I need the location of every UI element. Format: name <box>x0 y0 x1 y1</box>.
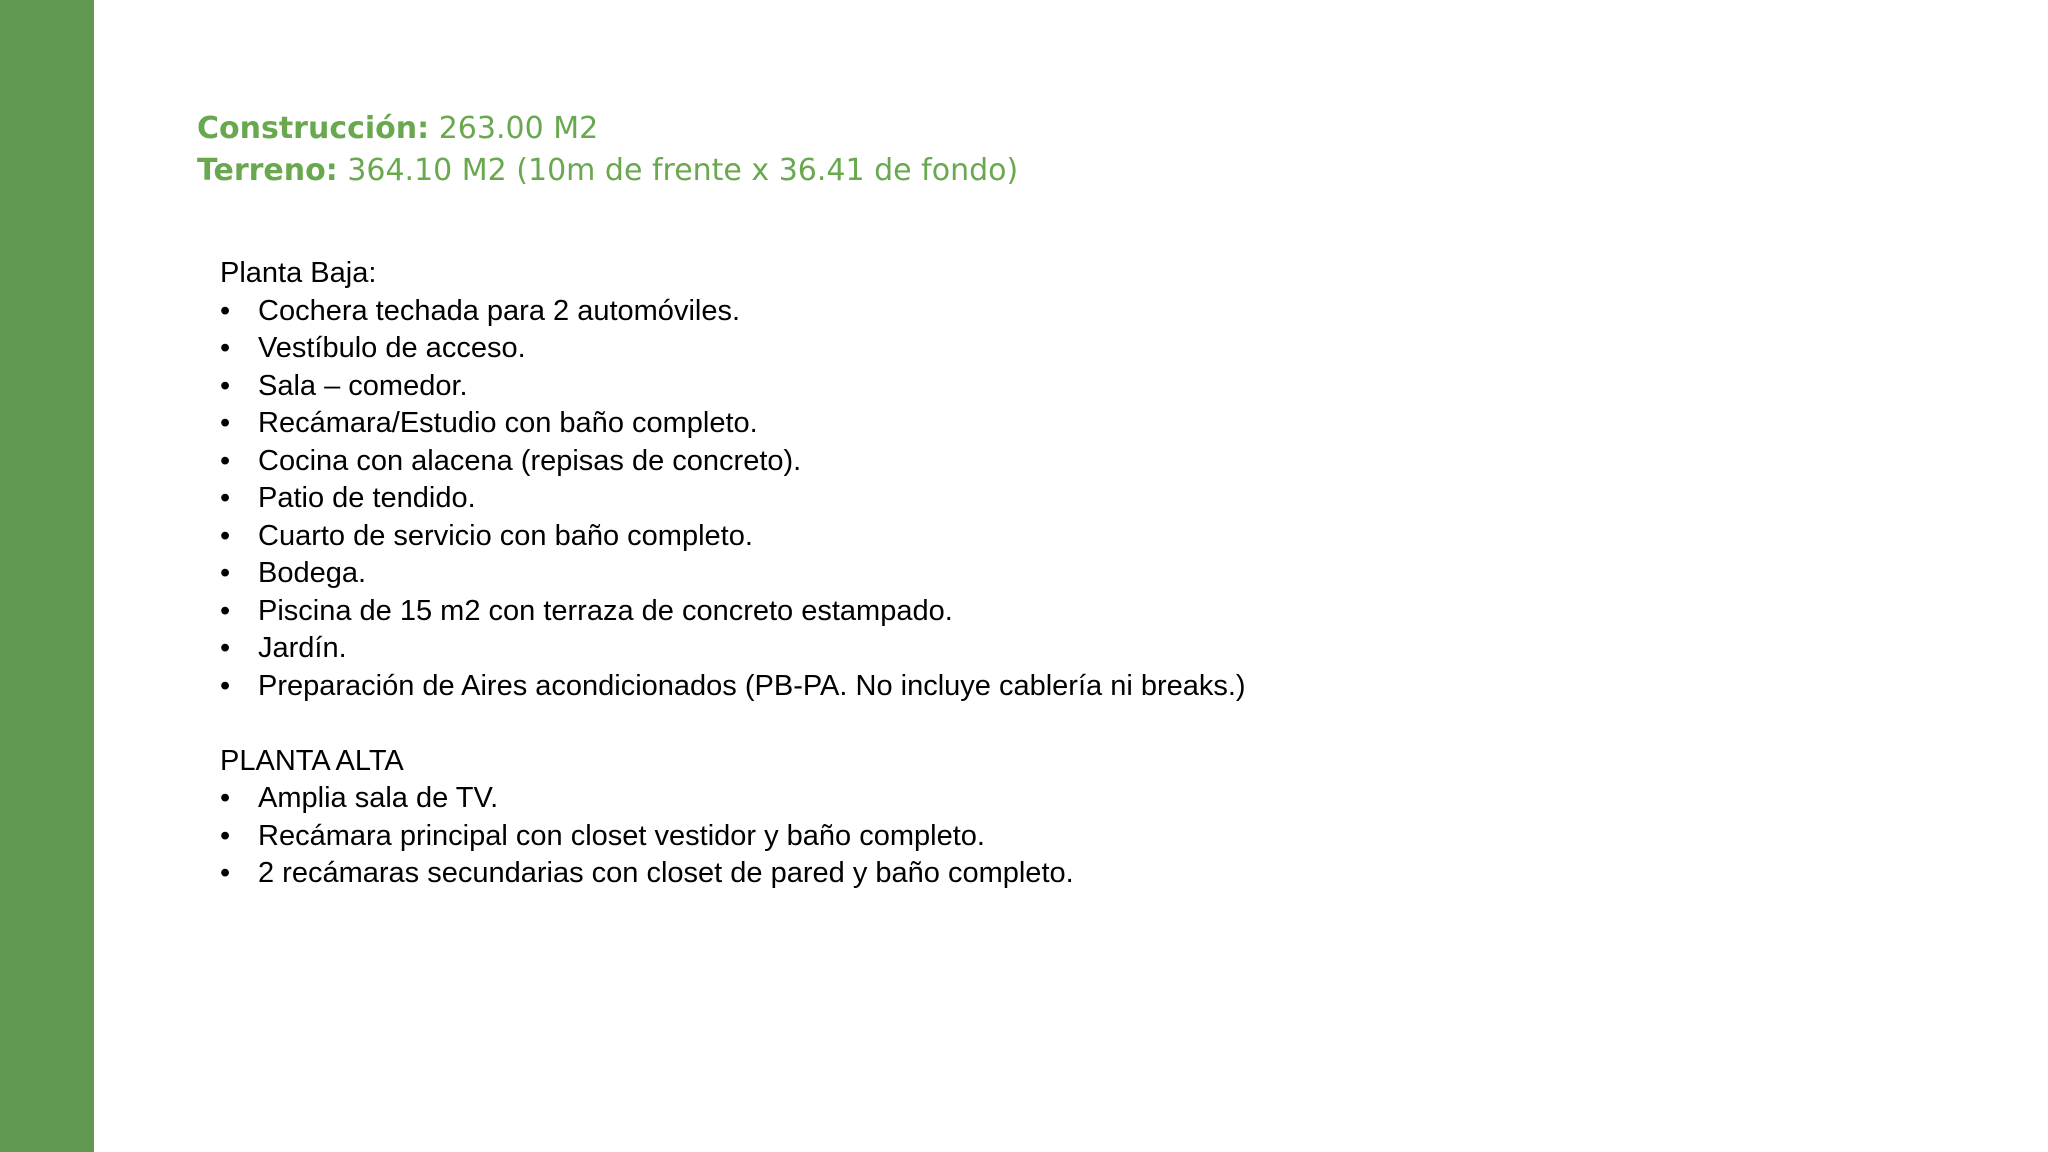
list-item <box>220 630 1246 668</box>
list-item-text: Cochera techada para 2 automóviles. <box>258 294 741 327</box>
list-item <box>220 518 1246 556</box>
list-item <box>220 555 1246 593</box>
construction-value: 263.00 M2 <box>429 111 599 146</box>
bullet-icon: • <box>220 669 231 702</box>
bullet-icon: • <box>220 632 231 664</box>
bullet-icon: • <box>220 857 231 889</box>
bullet-icon: • <box>220 369 231 402</box>
construction-area <box>197 108 1018 150</box>
list-item-text: Amplia sala de TV. <box>258 782 499 814</box>
bullet-icon: • <box>220 782 231 814</box>
list-item <box>220 593 1246 631</box>
bullet-icon: • <box>220 407 231 439</box>
land-area <box>197 150 1018 192</box>
bullet-icon: • <box>220 294 231 327</box>
list-item <box>220 330 1246 368</box>
upper-floor-list <box>220 780 1246 893</box>
list-item <box>220 293 1246 331</box>
list-item-text: Cocina con alacena (repisas de concreto). <box>258 444 802 477</box>
list-item-text: Preparación de Aires acondicionados (PB-PA. No incluye cablería ni breaks.) <box>258 669 1246 702</box>
land-value: 364.10 M2 (10m de frente x 36.41 de fondo) <box>337 153 1019 188</box>
list-item-text: Jardín. <box>258 632 347 664</box>
bullet-icon: • <box>220 557 231 589</box>
features-block <box>220 255 1246 893</box>
list-item-text: Vestíbulo de acceso. <box>258 332 526 364</box>
list-item-text: Piscina de 15 m2 con terraza de concreto estampado. <box>258 594 953 627</box>
list-item <box>220 405 1246 443</box>
bullet-icon: • <box>220 519 231 552</box>
property-specs <box>197 108 1018 192</box>
list-item <box>220 368 1246 406</box>
list-item-text: 2 recámaras secundarias con closet de pared y baño completo. <box>258 857 1074 889</box>
accent-side-bar <box>0 0 94 1152</box>
list-item-text: Recámara principal con closet vestidor y baño completo. <box>258 819 985 852</box>
ground-floor-list <box>220 293 1246 706</box>
list-item-text: Sala – comedor. <box>258 369 468 402</box>
bullet-icon: • <box>220 819 231 852</box>
ground-floor-heading: Planta Baja: <box>220 257 377 289</box>
bullet-icon: • <box>220 594 231 627</box>
list-item-text: Patio de tendido. <box>258 482 476 514</box>
list-item <box>220 818 1246 856</box>
section-spacer <box>220 705 1246 743</box>
list-item <box>220 855 1246 893</box>
construction-label: Construcción: <box>197 111 430 146</box>
list-item <box>220 780 1246 818</box>
list-item <box>220 668 1246 706</box>
list-item-text: Cuarto de servicio con baño completo. <box>258 519 753 552</box>
upper-floor-heading: PLANTA ALTA <box>220 744 404 777</box>
land-label: Terreno: <box>197 153 338 188</box>
list-item-text: Bodega. <box>258 557 367 589</box>
list-item-text: Recámara/Estudio con baño completo. <box>258 407 758 439</box>
bullet-icon: • <box>220 482 231 514</box>
bullet-icon: • <box>220 332 231 364</box>
list-item <box>220 443 1246 481</box>
list-item <box>220 480 1246 518</box>
bullet-icon: • <box>220 444 231 477</box>
